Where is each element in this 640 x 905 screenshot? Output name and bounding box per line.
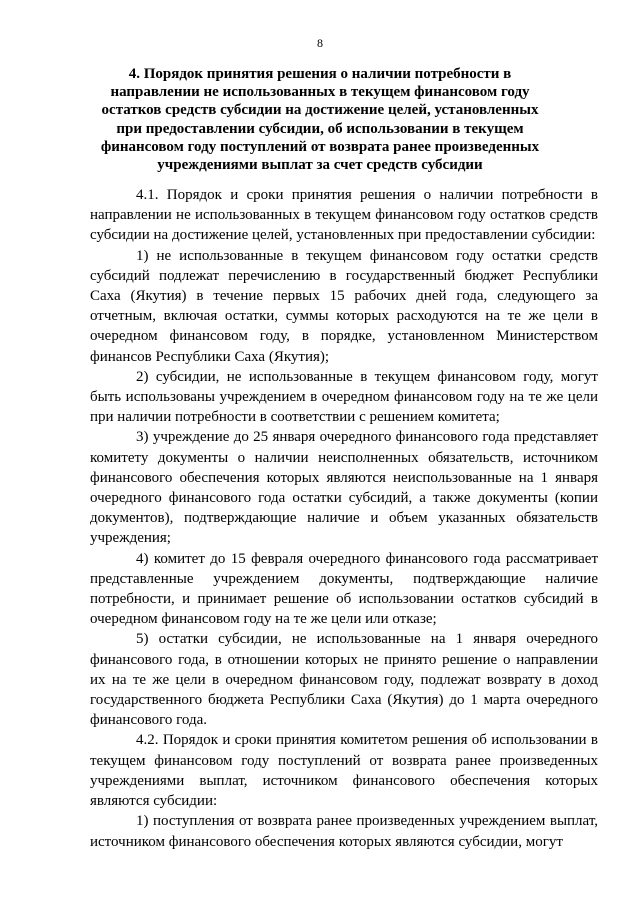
paragraph-4-1-item-3: 3) учреждение до 25 января очередного финансового года представляет комитету документы о наличии неисполненных обязательств, источником финансового обеспечения которых являются неиспользованные на 1 января очередного финансового года остатки субсидий, а также документы (копии документов), подтверждающие наличие и объем указанных обязательств учреждения; bbox=[90, 429, 598, 547]
paragraph-4-1-item-4: 4) комитет до 15 февраля очередного финансового года рассматривает представленные учреждением документы, подтверждающие наличие потребности, и принимает решение об использовании остатков субсидий в очередном финансовом году на те же цели или отказе; bbox=[90, 550, 598, 628]
paragraph-4-1: 4.1. Порядок и сроки принятия решения о наличии потребности в направлении не использованных в текущем финансовом году остатков средств субсидии на достижение целей, установленных при предоставлении субсидии: bbox=[90, 187, 598, 244]
page-number: 8 bbox=[317, 36, 323, 50]
paragraph-4-2: 4.2. Порядок и сроки принятия комитетом решения об использовании в текущем финансовом году поступлений от возврата ранее произведенных учреждениями выплат, источником финансового обеспечения которых являются субсидии: bbox=[90, 732, 598, 810]
paragraph-4-1-item-5: 5) остатки субсидии, не использованные на 1 января очередного финансового года, в отношении которых не принято решение о направлении их на те же цели в очередном финансовом году, подлежат возврату в доход государственного бюджета Республики Саха (Якутия) до 1 марта очередного финансового года. bbox=[90, 631, 598, 729]
paragraph-4-1-item-1: 1) не использованные в текущем финансовом году остатки средств субсидий подлежат перечислению в государственный бюджет Республики Саха (Якутия) в течение первых 15 рабочих дней года, следующего за отчетным, включая остатки, суммы которых расходуются на те же цели в очередном финансовом году, в порядке, установленном Министерством финансов Республики Саха (Якутия); bbox=[90, 247, 598, 365]
section-title: 4. Порядок принятия решения о наличии потребности в направлении не использованных в текущем финансовом году остатков средств субсидии на достижение целей, установленных при предоставлении субсидии, об использовании в текущем финансовом году поступлений от возврата ранее произведенных учреждениями выплат за счет средств субсидии bbox=[100, 66, 540, 174]
paragraph-4-2-item-1: 1) поступления от возврата ранее произведенных учреждением выплат, источником финансового обеспечения которых являются субсидии, могут bbox=[90, 813, 598, 850]
paragraph-4-1-item-2: 2) субсидии, не использованные в текущем финансовом году, могут быть использованы учреждением в очередном финансовом году на те же цели при наличии потребности в соответствии с решением комитета; bbox=[90, 368, 598, 426]
document-body bbox=[90, 185, 598, 852]
